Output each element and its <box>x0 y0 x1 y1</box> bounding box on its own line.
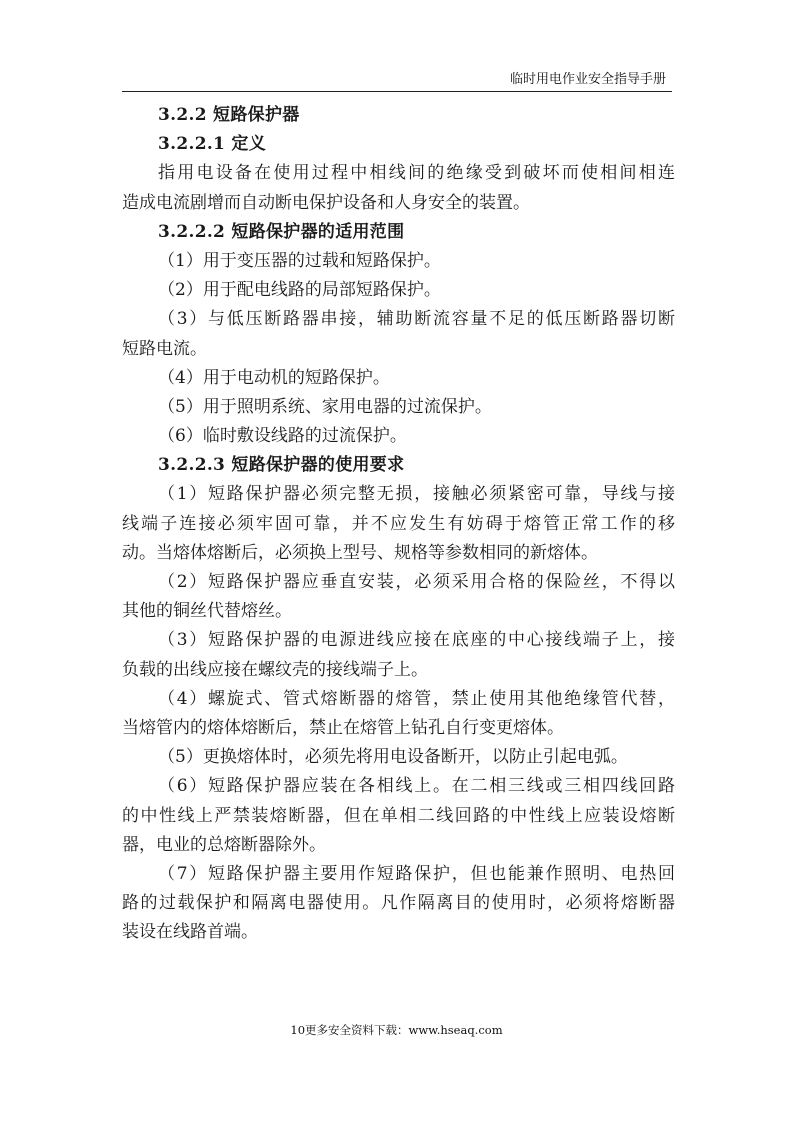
document-body <box>122 101 675 947</box>
scope-item: （2）用于配电线路的局部短路保护。 <box>158 280 441 301</box>
scope-item-continued: 短路电流。 <box>122 338 207 359</box>
section-heading-3-2-2-1: 3.2.2.1 定义 <box>158 134 266 155</box>
requirement-item-continued: 其他的铜丝代替熔丝。 <box>122 601 292 622</box>
requirement-item-continued: 动。当熔体熔断后，必须换上型号、规格等参数相同的新熔体。 <box>122 542 598 563</box>
requirement-item-continued: 当熔管内的熔体熔断后，禁止在熔管上钻孔自行变更熔体。 <box>122 717 564 738</box>
requirement-item-continued: 线端子连接必须牢固可靠，并不应发生有妨碍于熔管正常工作的移 <box>122 513 675 534</box>
scope-item: （4）用于电动机的短路保护。 <box>158 367 390 388</box>
requirement-item-continued: 的中性线上严禁装熔断器，但在单相二线回路的中性线上应装设熔断 <box>122 805 675 826</box>
requirement-item: （4）螺旋式、管式熔断器的熔管，禁止使用其他绝缘管代替， <box>158 688 675 709</box>
section-heading-3-2-2-3: 3.2.2.3 短路保护器的使用要求 <box>158 455 405 476</box>
requirement-item-continued: 负载的出线应接在螺纹壳的接线端子上。 <box>122 659 428 680</box>
page-footer: 10更多安全资料下载：www.hseaq.com <box>290 1023 503 1037</box>
requirement-item-continued: 器，电业的总熔断器除外。 <box>122 834 326 855</box>
section-heading-3-2-2-2: 3.2.2.2 短路保护器的适用范围 <box>158 221 405 242</box>
header-title: 临时用电作业安全指导手册 <box>509 72 666 87</box>
requirement-item: （5）更换熔体时，必须先将用电设备断开，以防止引起电弧。 <box>158 747 628 768</box>
definition-line: 指用电设备在使用过程中相线间的绝缘受到破坏而使相间相连 <box>158 163 675 184</box>
requirement-item: （7）短路保护器主要用作短路保护，但也能兼作照明、电热回 <box>158 863 675 884</box>
requirement-item: （2）短路保护器应垂直安装，必须采用合格的保险丝，不得以 <box>158 572 675 592</box>
scope-item: （5）用于照明系统、家用电器的过流保护。 <box>158 396 492 417</box>
page-header <box>122 62 672 92</box>
section-heading-3-2-2: 3.2.2 短路保护器 <box>158 105 300 125</box>
requirement-item: （3）短路保护器的电源进线应接在底座的中心接线端子上，接 <box>158 630 675 651</box>
requirement-item-continued: 装设在线路首端。 <box>122 922 258 943</box>
requirement-item-continued: 路的过载保护和隔离电器使用。凡作隔离目的使用时，必须将熔断器 <box>122 893 675 914</box>
scope-item: （6）临时敷设线路的过流保护。 <box>158 426 407 447</box>
scope-item: （3）与低压断路器串接，辅助断流容量不足的低压断路器切断 <box>158 309 675 330</box>
requirement-item: （1）短路保护器必须完整无损，接触必须紧密可靠，导线与接 <box>158 484 675 505</box>
scope-item: （1）用于变压器的过载和短路保护。 <box>158 250 441 271</box>
definition-line: 造成电流剧增而自动断电保护设备和人身安全的装置。 <box>122 192 530 213</box>
requirement-item: （6）短路保护器应装在各相线上。在二相三线或三相四线回路 <box>158 776 675 797</box>
